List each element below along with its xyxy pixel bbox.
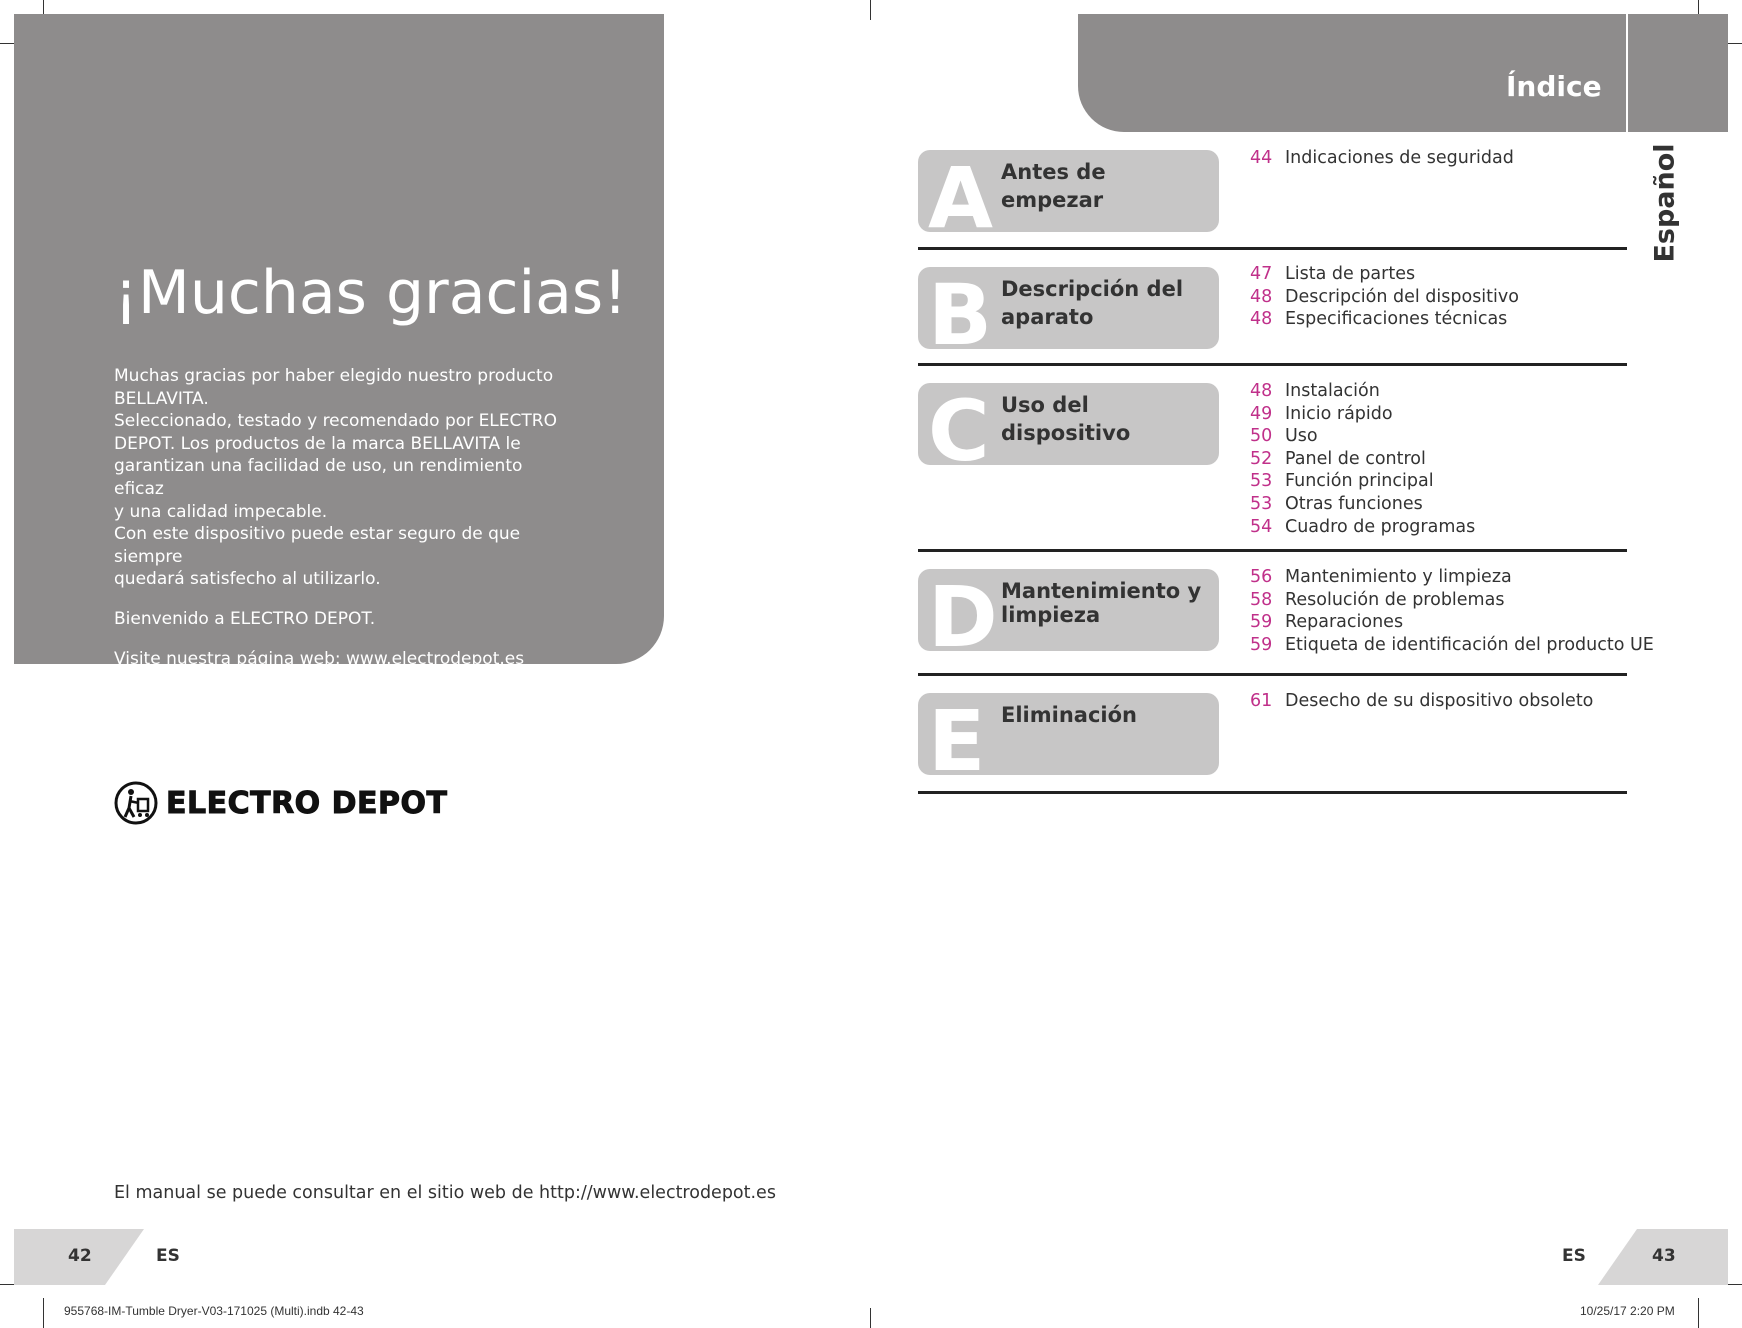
toc-entry[interactable]	[1250, 566, 1654, 589]
crop-mark	[870, 1308, 871, 1328]
print-slug: 955768-IM-Tumble Dryer-V03-171025 (Multi).indb 42-43	[64, 1304, 364, 1318]
toc-page: 50	[1250, 426, 1273, 447]
toc-entry[interactable]	[1250, 690, 1593, 713]
toc-page: 48	[1250, 286, 1273, 307]
toc-page: 56	[1250, 567, 1273, 587]
section-title: Uso del dispositivo	[1001, 393, 1131, 445]
toc-page: 48	[1250, 309, 1273, 330]
toc-page: 48	[1250, 381, 1273, 401]
page-number-right: 43	[1652, 1246, 1676, 1266]
section-divider	[918, 549, 1627, 552]
toc-page: 52	[1250, 448, 1273, 469]
section-d-box	[918, 569, 1219, 651]
hero-line: Muchas gracias por haber elegido nuestro producto	[114, 366, 554, 386]
cart-logo-icon	[114, 781, 158, 825]
hero-line: DEPOT. Los productos de la marca BELLAVITA le	[114, 433, 521, 454]
toc-label: Otras funciones	[1285, 493, 1423, 514]
toc-label: Uso	[1285, 426, 1318, 447]
toc-entry[interactable]	[1250, 286, 1519, 309]
section-b-entries	[1250, 263, 1519, 331]
toc-label: Inicio rápido	[1285, 403, 1393, 424]
section-divider	[918, 363, 1627, 366]
toc-entry[interactable]	[1250, 403, 1475, 426]
section-e-entries	[1250, 690, 1593, 713]
section-b-box	[918, 267, 1219, 349]
print-timestamp: 10/25/17 2:20 PM	[1580, 1304, 1675, 1318]
hero-line: Seleccionado, testado y recomendado por ELECTRO	[114, 411, 557, 432]
section-title: Descripción del aparato	[1001, 277, 1184, 329]
section-divider	[918, 247, 1627, 250]
toc-entry[interactable]	[1250, 380, 1475, 403]
section-title: Eliminación	[1001, 703, 1137, 727]
lang-code-left: ES	[156, 1246, 180, 1266]
toc-label: Cuadro de programas	[1285, 516, 1476, 537]
toc-page: 47	[1250, 264, 1273, 284]
section-letter: E	[928, 693, 986, 775]
section-e-box	[918, 693, 1219, 775]
crop-mark	[1698, 1298, 1699, 1328]
section-title: Mantenimiento y limpieza	[1001, 579, 1202, 627]
toc-entry[interactable]	[1250, 589, 1654, 612]
toc-entry[interactable]	[1250, 634, 1654, 657]
toc-page: 44	[1250, 148, 1273, 168]
toc-entry[interactable]	[1250, 263, 1519, 286]
toc-label: Resolución de problemas	[1285, 589, 1505, 610]
toc-label: Descripción del dispositivo	[1285, 286, 1519, 307]
hero-line: Con este dispositivo puede estar seguro de que siempre	[114, 524, 521, 567]
toc-label: Panel de control	[1285, 448, 1426, 469]
hero-line: garantizan una facilidad de uso, un rendimiento eficaz	[114, 456, 523, 499]
hero-text	[114, 365, 559, 670]
electro-depot-logo	[114, 781, 447, 825]
toc-page: 53	[1250, 493, 1273, 514]
section-letter: A	[928, 150, 994, 232]
crop-mark	[870, 0, 871, 20]
language-label	[1649, 143, 1681, 263]
section-c-entries	[1250, 380, 1475, 538]
toc-entry[interactable]	[1250, 493, 1475, 516]
toc-entry[interactable]	[1250, 308, 1519, 331]
section-title: Antes de empezar	[1001, 160, 1106, 212]
toc-label: Función principal	[1285, 471, 1434, 492]
section-d-entries	[1250, 566, 1654, 656]
section-c-box	[918, 383, 1219, 465]
toc-entry[interactable]	[1250, 147, 1514, 170]
welcome-text: Bienvenido a ELECTRO DEPOT.	[114, 608, 376, 629]
toc-entry[interactable]	[1250, 516, 1475, 539]
toc-page: 59	[1250, 634, 1273, 655]
toc-label: Desecho de su dispositivo obsoleto	[1285, 691, 1594, 711]
section-letter: C	[928, 383, 990, 465]
section-letter: B	[928, 267, 993, 349]
toc-entry[interactable]	[1250, 611, 1654, 634]
manual-note: El manual se puede consultar en el sitio web de http://www.electrodepot.es	[114, 1183, 776, 1203]
hero-paragraph	[114, 365, 559, 591]
hero-title: ¡Muchas gracias!	[114, 258, 628, 328]
lang-code-right: ES	[1562, 1246, 1586, 1266]
toc-label: Etiqueta de identificación del producto UE	[1285, 634, 1654, 655]
page-number-left: 42	[68, 1246, 92, 1266]
toc-entry[interactable]	[1250, 448, 1475, 471]
index-header-tab	[1628, 14, 1728, 132]
section-a-entries	[1250, 147, 1514, 170]
toc-page: 53	[1250, 471, 1273, 492]
toc-page: 61	[1250, 691, 1273, 711]
hero-line: quedará satisfecho al utilizarlo.	[114, 569, 381, 590]
toc-page: 59	[1250, 612, 1273, 633]
language-text: Español	[1649, 143, 1681, 263]
toc-page: 49	[1250, 403, 1273, 424]
toc-page: 58	[1250, 589, 1273, 610]
website-text: Visite nuestra página web: www.electrodepot.es	[114, 648, 525, 669]
section-divider	[918, 791, 1627, 794]
toc-label: Instalación	[1285, 381, 1380, 401]
crop-mark	[43, 1298, 44, 1328]
toc-label: Reparaciones	[1285, 612, 1404, 633]
section-divider	[918, 673, 1627, 676]
section-letter: D	[928, 569, 998, 651]
logo-text: ELECTRO DEPOT	[166, 785, 448, 821]
toc-label: Mantenimiento y limpieza	[1285, 567, 1512, 587]
toc-label: Lista de partes	[1285, 264, 1416, 284]
index-title: Índice	[1506, 70, 1602, 103]
section-a-box	[918, 150, 1219, 232]
toc-label: Indicaciones de seguridad	[1285, 148, 1514, 168]
toc-label: Especificaciones técnicas	[1285, 309, 1508, 330]
hero-line: y una calidad impecable.	[114, 501, 328, 522]
toc-entry[interactable]	[1250, 470, 1475, 493]
toc-page: 54	[1250, 516, 1273, 537]
toc-entry[interactable]	[1250, 425, 1475, 448]
hero-line: BELLAVITA.	[114, 388, 209, 409]
